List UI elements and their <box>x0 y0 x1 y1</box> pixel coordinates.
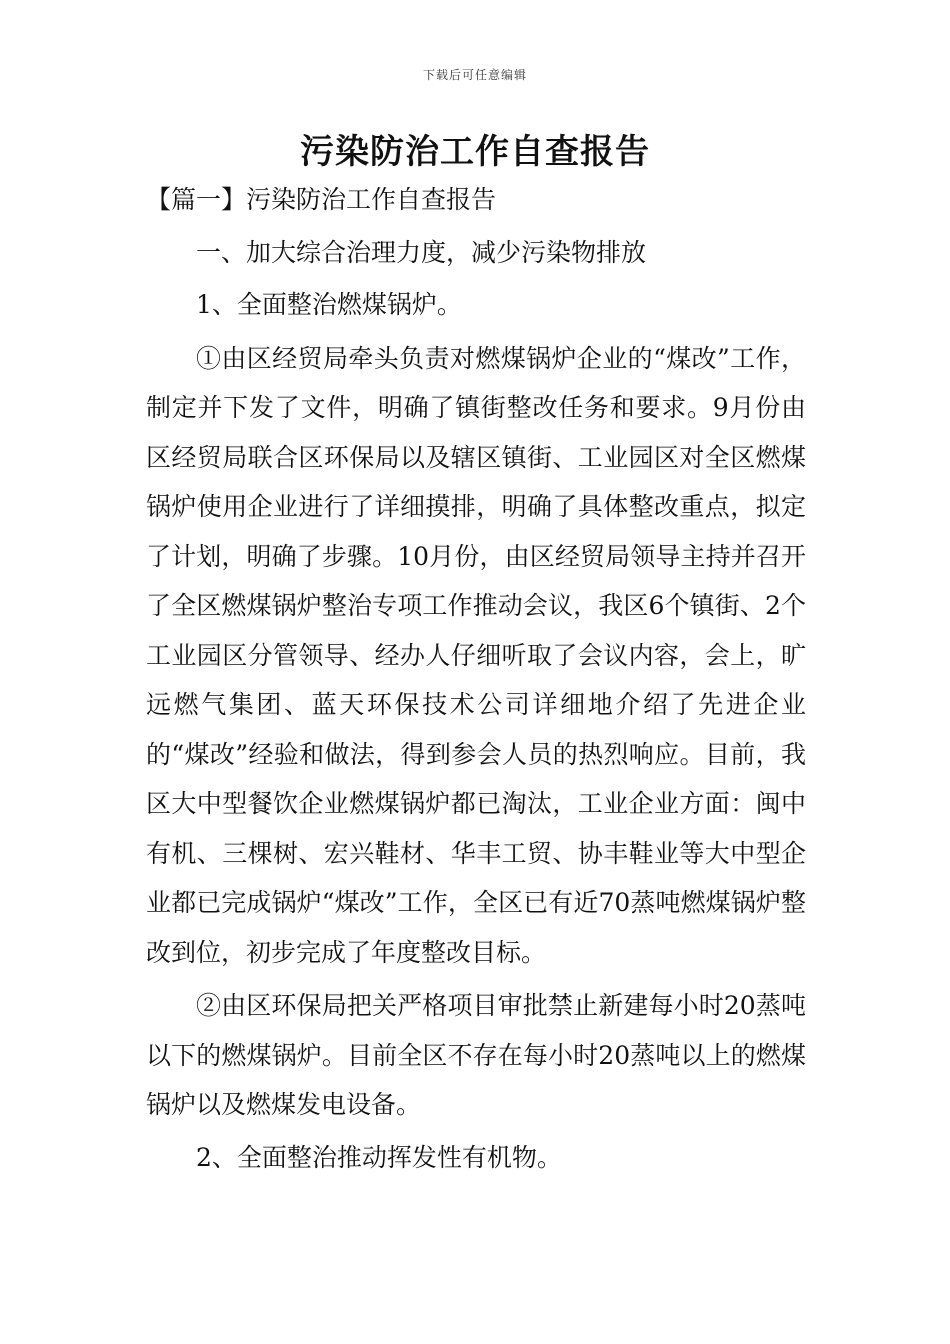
item-one: 1、全面整治燃煤锅炉。 <box>196 290 462 319</box>
document-title: 污染防治工作自查报告 <box>300 132 650 172</box>
paragraph-two: ②由区环保局把关严格项目审批禁止新建每小时20蒸吨以下的燃煤锅炉。目前全区不存在每小时20蒸吨以上的燃煤锅炉以及燃煤发电设备。 <box>146 991 806 1119</box>
paragraph-one: ①由区经贸局牵头负责对燃煤锅炉企业的“煤改”工作，制定并下发了文件，明确了镇街整改任务和要求。9月份由区经贸局联合区环保局以及辖区镇街、工业园区对全区燃煤锅炉使用企业进行了详细摸排，明确了具体整改重点，拟定了计划，明确了步骤。10月份，由区经贸局领导主持并召开了全区燃煤锅炉整治专项工作推动会议，我区6个镇街、2个工业园区分管领导、经办人仔细听取了会议内容，会上，旷远燃气集团、蓝天环保技术公司详细地介绍了先进企业的“煤改”经验和做法，得到参会人员的热烈响应。目前，我区大中型餐饮企业燃煤锅炉都已淘汰，工业企业方面：闽中有机、三棵树、宏兴鞋材、华丰工贸、协丰鞋业等大中型企业都已完成锅炉“煤改”工作，全区已有近70蒸吨燃煤锅炉整改到位，初步完成了年度整改目标。 <box>146 343 806 967</box>
section-heading: 【篇一】污染防治工作自查报告 <box>146 185 497 214</box>
document-body <box>146 176 806 1182</box>
item-two: 2、全面整治推动挥发性有机物。 <box>196 1142 562 1172</box>
heading-one: 一、加大综合治理力度，减少污染物排放 <box>196 237 647 267</box>
header-note: 下载后可任意编辑 <box>422 68 527 82</box>
